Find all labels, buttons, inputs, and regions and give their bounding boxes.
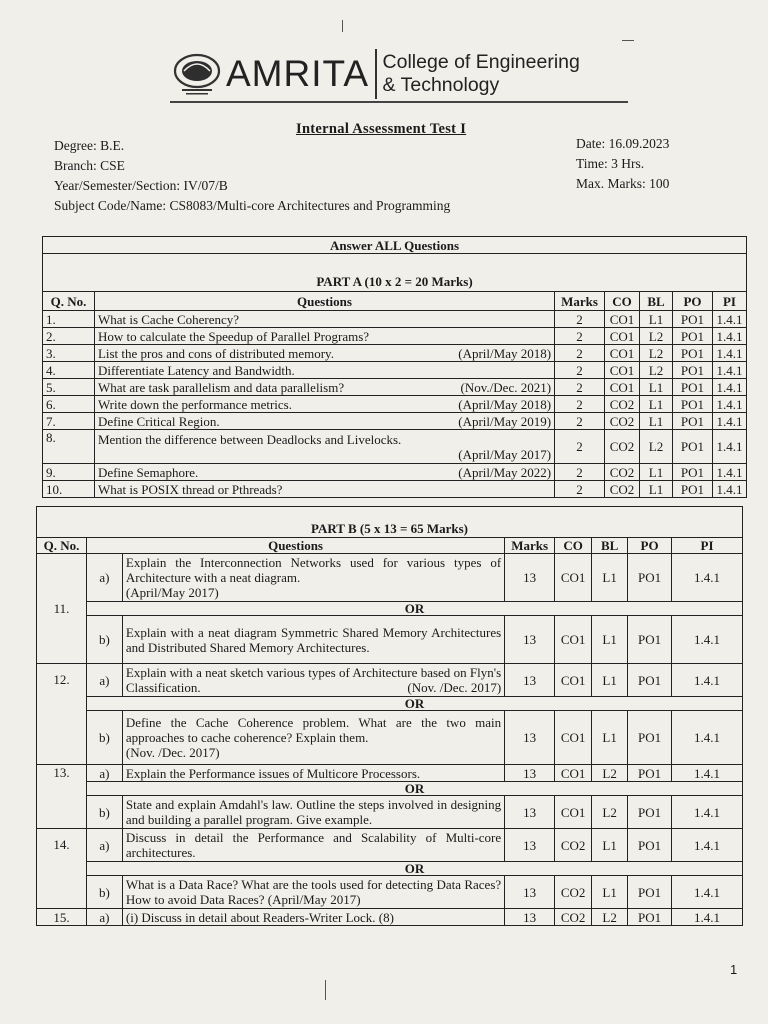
- sub-part: a): [86, 829, 122, 862]
- po: PO1: [628, 554, 672, 602]
- or-row: [37, 862, 743, 876]
- table-row: [37, 554, 743, 602]
- question-ref: (April/May 2017): [458, 446, 552, 462]
- co: CO1: [605, 345, 640, 362]
- question-ref: (Nov. /Dec. 2017): [407, 680, 502, 695]
- question-text: [122, 711, 504, 765]
- po: PO1: [628, 796, 672, 829]
- question-ref: (April/May 2017): [267, 892, 361, 907]
- question-body: Write down the performance metrics.: [97, 396, 292, 412]
- bl: L1: [592, 664, 628, 697]
- table-row: [43, 413, 747, 430]
- sub-part: b): [86, 711, 122, 765]
- question-body: Define the Cache Coherence problem. What are the two main approaches to cache coherence? Explain them.: [125, 715, 502, 745]
- pi: 1.4.1: [712, 362, 746, 379]
- question-text: How to calculate the Speedup of Parallel Programs?: [94, 328, 554, 345]
- col-po: PO: [628, 538, 672, 554]
- question-body: Explain with a neat sketch various types of Architecture based on Flyn's Classification.: [125, 665, 502, 695]
- co: CO2: [605, 481, 640, 498]
- pi: 1.4.1: [712, 396, 746, 413]
- sub-part: a): [86, 765, 122, 782]
- po: PO1: [672, 362, 712, 379]
- question-ref: (Nov./Dec. 2021): [460, 379, 552, 395]
- table-row: [43, 481, 747, 498]
- col-bl: BL: [640, 292, 673, 311]
- table-row: [37, 876, 743, 909]
- table-row: [37, 829, 743, 862]
- co: CO1: [605, 379, 640, 396]
- question-text: [94, 396, 554, 413]
- question-text: Differentiate Latency and Bandwidth.: [94, 362, 554, 379]
- marks: 2: [555, 464, 605, 481]
- q-number: 1.: [43, 311, 95, 328]
- po: PO1: [628, 876, 672, 909]
- pi: 1.4.1: [712, 379, 746, 396]
- table-row: [37, 711, 743, 765]
- bl: L2: [640, 345, 673, 362]
- co: CO1: [555, 765, 592, 782]
- table-row: [37, 796, 743, 829]
- question-text: [94, 430, 554, 464]
- pi: 1.4.1: [712, 481, 746, 498]
- marks: 13: [505, 876, 555, 909]
- question-text: [94, 345, 554, 362]
- question-ref: (April/May 2022): [458, 464, 552, 480]
- or-row: [37, 782, 743, 796]
- table-row: [43, 328, 747, 345]
- co: CO2: [555, 909, 592, 926]
- college-name: [383, 51, 580, 97]
- q-number: 12.: [37, 664, 87, 765]
- pi: 1.4.1: [672, 909, 743, 926]
- co: CO1: [605, 311, 640, 328]
- question-body: List the pros and cons of distributed memory.: [97, 345, 334, 361]
- bl: L1: [592, 876, 628, 909]
- question-ref: (April/May 2018): [458, 396, 552, 412]
- marks: 13: [505, 711, 555, 765]
- marks: 13: [505, 829, 555, 862]
- po: PO1: [672, 430, 712, 464]
- col-qno: Q. No.: [37, 538, 87, 554]
- sub-part: b): [86, 876, 122, 909]
- po: PO1: [628, 765, 672, 782]
- or-label: OR: [86, 697, 742, 711]
- co: CO1: [555, 664, 592, 697]
- question-text: Discuss in detail the Performance and Scalability of Multi-core architectures.: [122, 829, 504, 862]
- pi: 1.4.1: [712, 413, 746, 430]
- pi: 1.4.1: [672, 796, 743, 829]
- pi: 1.4.1: [712, 464, 746, 481]
- table-row: [43, 430, 747, 464]
- table-row: [37, 616, 743, 664]
- marks: 2: [555, 345, 605, 362]
- header-rule: [170, 101, 628, 103]
- pi: 1.4.1: [672, 554, 743, 602]
- marks: 13: [505, 616, 555, 664]
- part-a-table: [42, 236, 747, 498]
- table-row: [37, 909, 743, 926]
- table-row: [43, 464, 747, 481]
- or-row: [37, 602, 743, 616]
- col-co: CO: [605, 292, 640, 311]
- or-row: [37, 697, 743, 711]
- pi: 1.4.1: [672, 876, 743, 909]
- bl: L1: [640, 481, 673, 498]
- bl: L1: [640, 396, 673, 413]
- po: PO1: [628, 616, 672, 664]
- bl: L2: [640, 430, 673, 464]
- col-questions: Questions: [94, 292, 554, 311]
- bl: L1: [640, 464, 673, 481]
- marks: 13: [505, 664, 555, 697]
- q-number: 14.: [37, 829, 87, 909]
- sub-part: a): [86, 554, 122, 602]
- bl: L1: [592, 554, 628, 602]
- exam-details-right: [576, 134, 669, 194]
- marks: 2: [555, 396, 605, 413]
- bl: L2: [640, 328, 673, 345]
- col-marks: Marks: [505, 538, 555, 554]
- table-row: [43, 362, 747, 379]
- co: CO2: [605, 413, 640, 430]
- table-row: [37, 664, 743, 697]
- q-number: 7.: [43, 413, 95, 430]
- question-body: What is a Data Race? What are the tools used for detecting Data Races? How to avoid Data Races?: [125, 877, 502, 907]
- instructions: Answer ALL Questions: [43, 237, 747, 254]
- or-label: OR: [86, 782, 742, 796]
- pi: 1.4.1: [672, 664, 743, 697]
- amrita-emblem-icon: [172, 51, 222, 97]
- question-text: Explain with a neat diagram Symmetric Shared Memory Architectures and Distributed Shared Memory Architectures.: [122, 616, 504, 664]
- subject: Subject Code/Name: CS8083/Multi-core Architectures and Programming: [54, 198, 451, 213]
- po: PO1: [672, 396, 712, 413]
- col-questions: Questions: [86, 538, 504, 554]
- exam-date: Date: 16.09.2023: [576, 136, 670, 151]
- question-body: What are task parallelism and data parallelism?: [97, 379, 345, 395]
- question-ref: (April/May 2018): [458, 345, 552, 361]
- question-text: [122, 554, 504, 602]
- co: CO1: [555, 796, 592, 829]
- bl: L2: [592, 765, 628, 782]
- q-number: 10.: [43, 481, 95, 498]
- question-text: State and explain Amdahl's law. Outline the steps involved in designing and building a parallel program. Give example.: [122, 796, 504, 829]
- co: CO2: [605, 430, 640, 464]
- table-row: [37, 765, 743, 782]
- po: PO1: [672, 464, 712, 481]
- marks: 2: [555, 328, 605, 345]
- col-po: PO: [672, 292, 712, 311]
- marks: 2: [555, 362, 605, 379]
- po: PO1: [628, 711, 672, 765]
- college-line-2: & Technology: [382, 74, 500, 96]
- pi: 1.4.1: [712, 430, 746, 464]
- test-title: Internal Assessment Test I: [296, 121, 467, 137]
- table-row: [43, 311, 747, 328]
- or-label: OR: [86, 862, 742, 876]
- pi: 1.4.1: [712, 328, 746, 345]
- co: CO1: [555, 554, 592, 602]
- pi: 1.4.1: [672, 765, 743, 782]
- part-a-header-row: [43, 292, 747, 311]
- part-b-header-row: [37, 538, 743, 554]
- po: PO1: [672, 413, 712, 430]
- co: CO1: [555, 616, 592, 664]
- col-qno: Q. No.: [43, 292, 95, 311]
- logo-divider: [375, 49, 377, 99]
- bl: L1: [640, 311, 673, 328]
- question-body: Define Semaphore.: [97, 464, 199, 480]
- pi: 1.4.1: [672, 711, 743, 765]
- pi: 1.4.1: [672, 829, 743, 862]
- bl: L2: [592, 796, 628, 829]
- question-text: (i) Discuss in detail about Readers-Writer Lock. (8): [122, 909, 504, 926]
- question-body: Mention the difference between Deadlocks and Livelocks.: [97, 431, 402, 447]
- branch: Branch: CSE: [54, 158, 125, 173]
- max-marks: Max. Marks: 100: [576, 176, 670, 191]
- exam-details-left: [54, 136, 450, 216]
- year-semester-section: Year/Semester/Section: IV/07/B: [54, 178, 228, 193]
- stray-mark: [342, 20, 343, 32]
- stray-mark: [325, 980, 326, 1000]
- q-number: 15.: [37, 909, 87, 926]
- col-co: CO: [555, 538, 592, 554]
- col-bl: BL: [592, 538, 628, 554]
- marks: 2: [555, 413, 605, 430]
- po: PO1: [628, 829, 672, 862]
- bl: L1: [592, 829, 628, 862]
- pi: 1.4.1: [672, 616, 743, 664]
- college-logo: [172, 48, 580, 100]
- marks: 13: [505, 765, 555, 782]
- marks: 2: [555, 379, 605, 396]
- or-label: OR: [86, 602, 742, 616]
- brand-name: AMRITA: [226, 53, 370, 94]
- q-number: 8.: [43, 430, 95, 464]
- q-number: 11.: [37, 554, 87, 664]
- question-text: [94, 379, 554, 396]
- part-a-title: PART A (10 x 2 = 20 Marks): [43, 254, 747, 292]
- degree: Degree: B.E.: [54, 138, 125, 153]
- question-text: What is POSIX thread or Pthreads?: [94, 481, 554, 498]
- question-body: Define Critical Region.: [97, 413, 220, 429]
- sub-part: b): [86, 616, 122, 664]
- question-ref: (April/May 2017): [125, 585, 219, 600]
- question-body: Explain the Interconnection Networks used for various types of Architecture with a neat diagram.: [125, 555, 502, 585]
- question-text: [94, 464, 554, 481]
- question-text: Explain the Performance issues of Multicore Processors.: [122, 765, 504, 782]
- q-number: 4.: [43, 362, 95, 379]
- co: CO1: [605, 362, 640, 379]
- college-line-1: College of Engineering: [382, 51, 580, 73]
- marks: 13: [505, 554, 555, 602]
- marks: 2: [555, 481, 605, 498]
- question-ref: (April/May 2019): [458, 413, 552, 429]
- col-pi: PI: [672, 538, 743, 554]
- po: PO1: [672, 311, 712, 328]
- question-text: [94, 413, 554, 430]
- bl: L2: [640, 362, 673, 379]
- exam-time: Time: 3 Hrs.: [576, 156, 645, 171]
- question-ref: (Nov. /Dec. 2017): [125, 745, 220, 760]
- sub-part: a): [86, 909, 122, 926]
- table-row: [43, 379, 747, 396]
- marks: 2: [555, 430, 605, 464]
- bl: L1: [592, 711, 628, 765]
- co: CO2: [555, 829, 592, 862]
- co: CO1: [555, 711, 592, 765]
- col-pi: PI: [712, 292, 746, 311]
- stray-mark: [622, 40, 634, 41]
- bl: L1: [640, 413, 673, 430]
- q-number: 9.: [43, 464, 95, 481]
- sub-part: a): [86, 664, 122, 697]
- bl: L2: [592, 909, 628, 926]
- col-marks: Marks: [555, 292, 605, 311]
- part-b-table: [36, 506, 743, 926]
- marks: 2: [555, 311, 605, 328]
- po: PO1: [672, 379, 712, 396]
- q-number: 6.: [43, 396, 95, 413]
- co: CO2: [605, 464, 640, 481]
- question-text: What is Cache Coherency?: [94, 311, 554, 328]
- table-row: [43, 345, 747, 362]
- po: PO1: [672, 345, 712, 362]
- bl: L1: [592, 616, 628, 664]
- q-number: 13.: [37, 765, 87, 829]
- question-text: [122, 664, 504, 697]
- marks: 13: [505, 796, 555, 829]
- part-b-title: PART B (5 x 13 = 65 Marks): [37, 507, 743, 538]
- pi: 1.4.1: [712, 311, 746, 328]
- bl: L1: [640, 379, 673, 396]
- co: CO1: [605, 328, 640, 345]
- q-number: 5.: [43, 379, 95, 396]
- co: CO2: [555, 876, 592, 909]
- table-row: [43, 396, 747, 413]
- q-number: 2.: [43, 328, 95, 345]
- po: PO1: [672, 481, 712, 498]
- page-number: 1: [730, 962, 738, 977]
- po: PO1: [672, 328, 712, 345]
- marks: 13: [505, 909, 555, 926]
- question-text: [122, 876, 504, 909]
- q-number: 3.: [43, 345, 95, 362]
- po: PO1: [628, 664, 672, 697]
- po: PO1: [628, 909, 672, 926]
- co: CO2: [605, 396, 640, 413]
- pi: 1.4.1: [712, 345, 746, 362]
- sub-part: b): [86, 796, 122, 829]
